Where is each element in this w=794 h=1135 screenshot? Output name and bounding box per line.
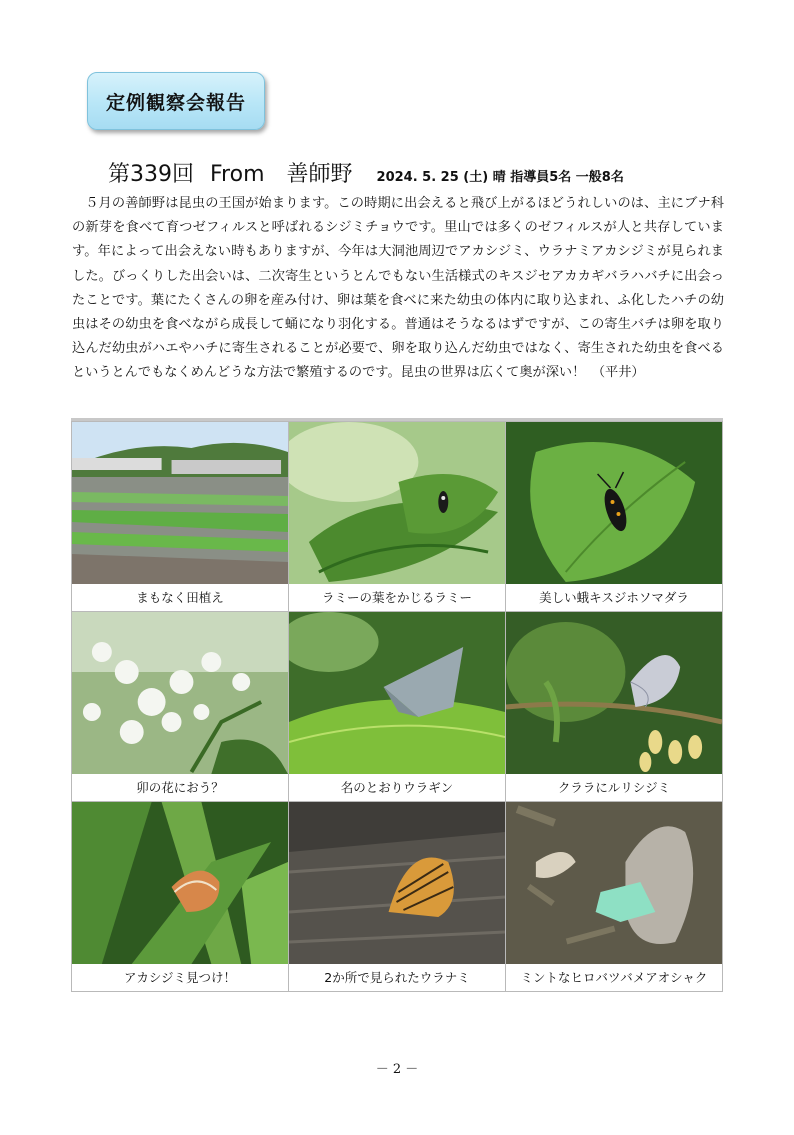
article-paragraph: ５月の善師野は昆虫の王国が始まります。この時期に出会えると飛び上がるほどうれしいのは、主にブナ科の新芽を食べて育つゼフィルスと呼ばれるシジミチョウです。里山では多くのゼフィルスが人と共存しています。年によって出会えない時もありますが、今年は大洞池周辺でアカシジミ、ウラナミアカシジミが見られました。びっくりした出会いは、二次寄生というとんでもない生活様式のキスジセアカカギバラハバチに出会ったことです。葉にたくさんの卵を産み付け、卵は葉を食べに来た幼虫の体内に取り込まれ、ふ化したハチの幼虫はその幼虫を食べながら成長して蛹になり羽化する。普通はそうなるはずですが、この寄生バチは卵を取り込んだ幼虫がハエやハチに寄生されることが必要で、卵を取り込んだ幼虫ではなく、寄生された幼虫を食べるというとんでもなくめんどうな方法で繁殖するのです。昆虫の世界は広くて奥が深い！ （平井） <box>72 196 724 381</box>
photo-cell <box>506 422 723 612</box>
photo-caption: アカシジミ見つけ！ <box>123 970 237 985</box>
butterfly-photo <box>289 612 505 774</box>
section-badge <box>87 72 265 130</box>
photo-caption: 卯の花におう？ <box>136 780 224 795</box>
moth-on-leaf-photo <box>506 422 722 584</box>
photo-caption: 名のとおりウラギン <box>340 780 454 795</box>
photo-cell <box>506 802 723 992</box>
photo-cell <box>289 612 506 802</box>
report-headline <box>108 157 624 187</box>
blue-butterfly-photo <box>506 612 722 774</box>
photo-cell <box>506 612 723 802</box>
photo-cell <box>289 802 506 992</box>
striped-butterfly-photo <box>289 802 505 964</box>
photo-caption: ミントなヒロバツバメアオシャク <box>520 970 708 985</box>
photo-caption: ラミーの葉をかじるラミー <box>321 590 472 605</box>
article-body <box>72 192 724 386</box>
photo-cell <box>72 802 289 992</box>
beetle-on-leaf-photo <box>289 422 505 584</box>
orange-butterfly-photo <box>72 802 288 964</box>
from-label: From <box>210 162 265 187</box>
section-badge-label: 定例観察会報告 <box>105 91 246 114</box>
photo-caption: まもなく田植え <box>136 590 224 605</box>
page-number: － 2 － <box>375 1062 419 1077</box>
green-moth-photo <box>506 802 722 964</box>
photo-cell <box>72 422 289 612</box>
photo-caption: クララにルリシジミ <box>557 780 671 795</box>
photo-cell <box>289 422 506 612</box>
photo-caption: 2か所で見られたウラナミ <box>324 970 470 985</box>
issue-number: 第339回 <box>108 162 194 187</box>
photo-grid <box>71 418 723 992</box>
report-meta: 2024. 5. 25 (土) 晴 指導員5名 一般8名 <box>376 170 624 185</box>
white-flowers-photo <box>72 612 288 774</box>
rice-field-photo <box>72 422 288 584</box>
photo-cell <box>72 612 289 802</box>
place-name: 善師野 <box>286 162 353 187</box>
photo-caption: 美しい蛾キスジホソマダラ <box>539 590 689 605</box>
